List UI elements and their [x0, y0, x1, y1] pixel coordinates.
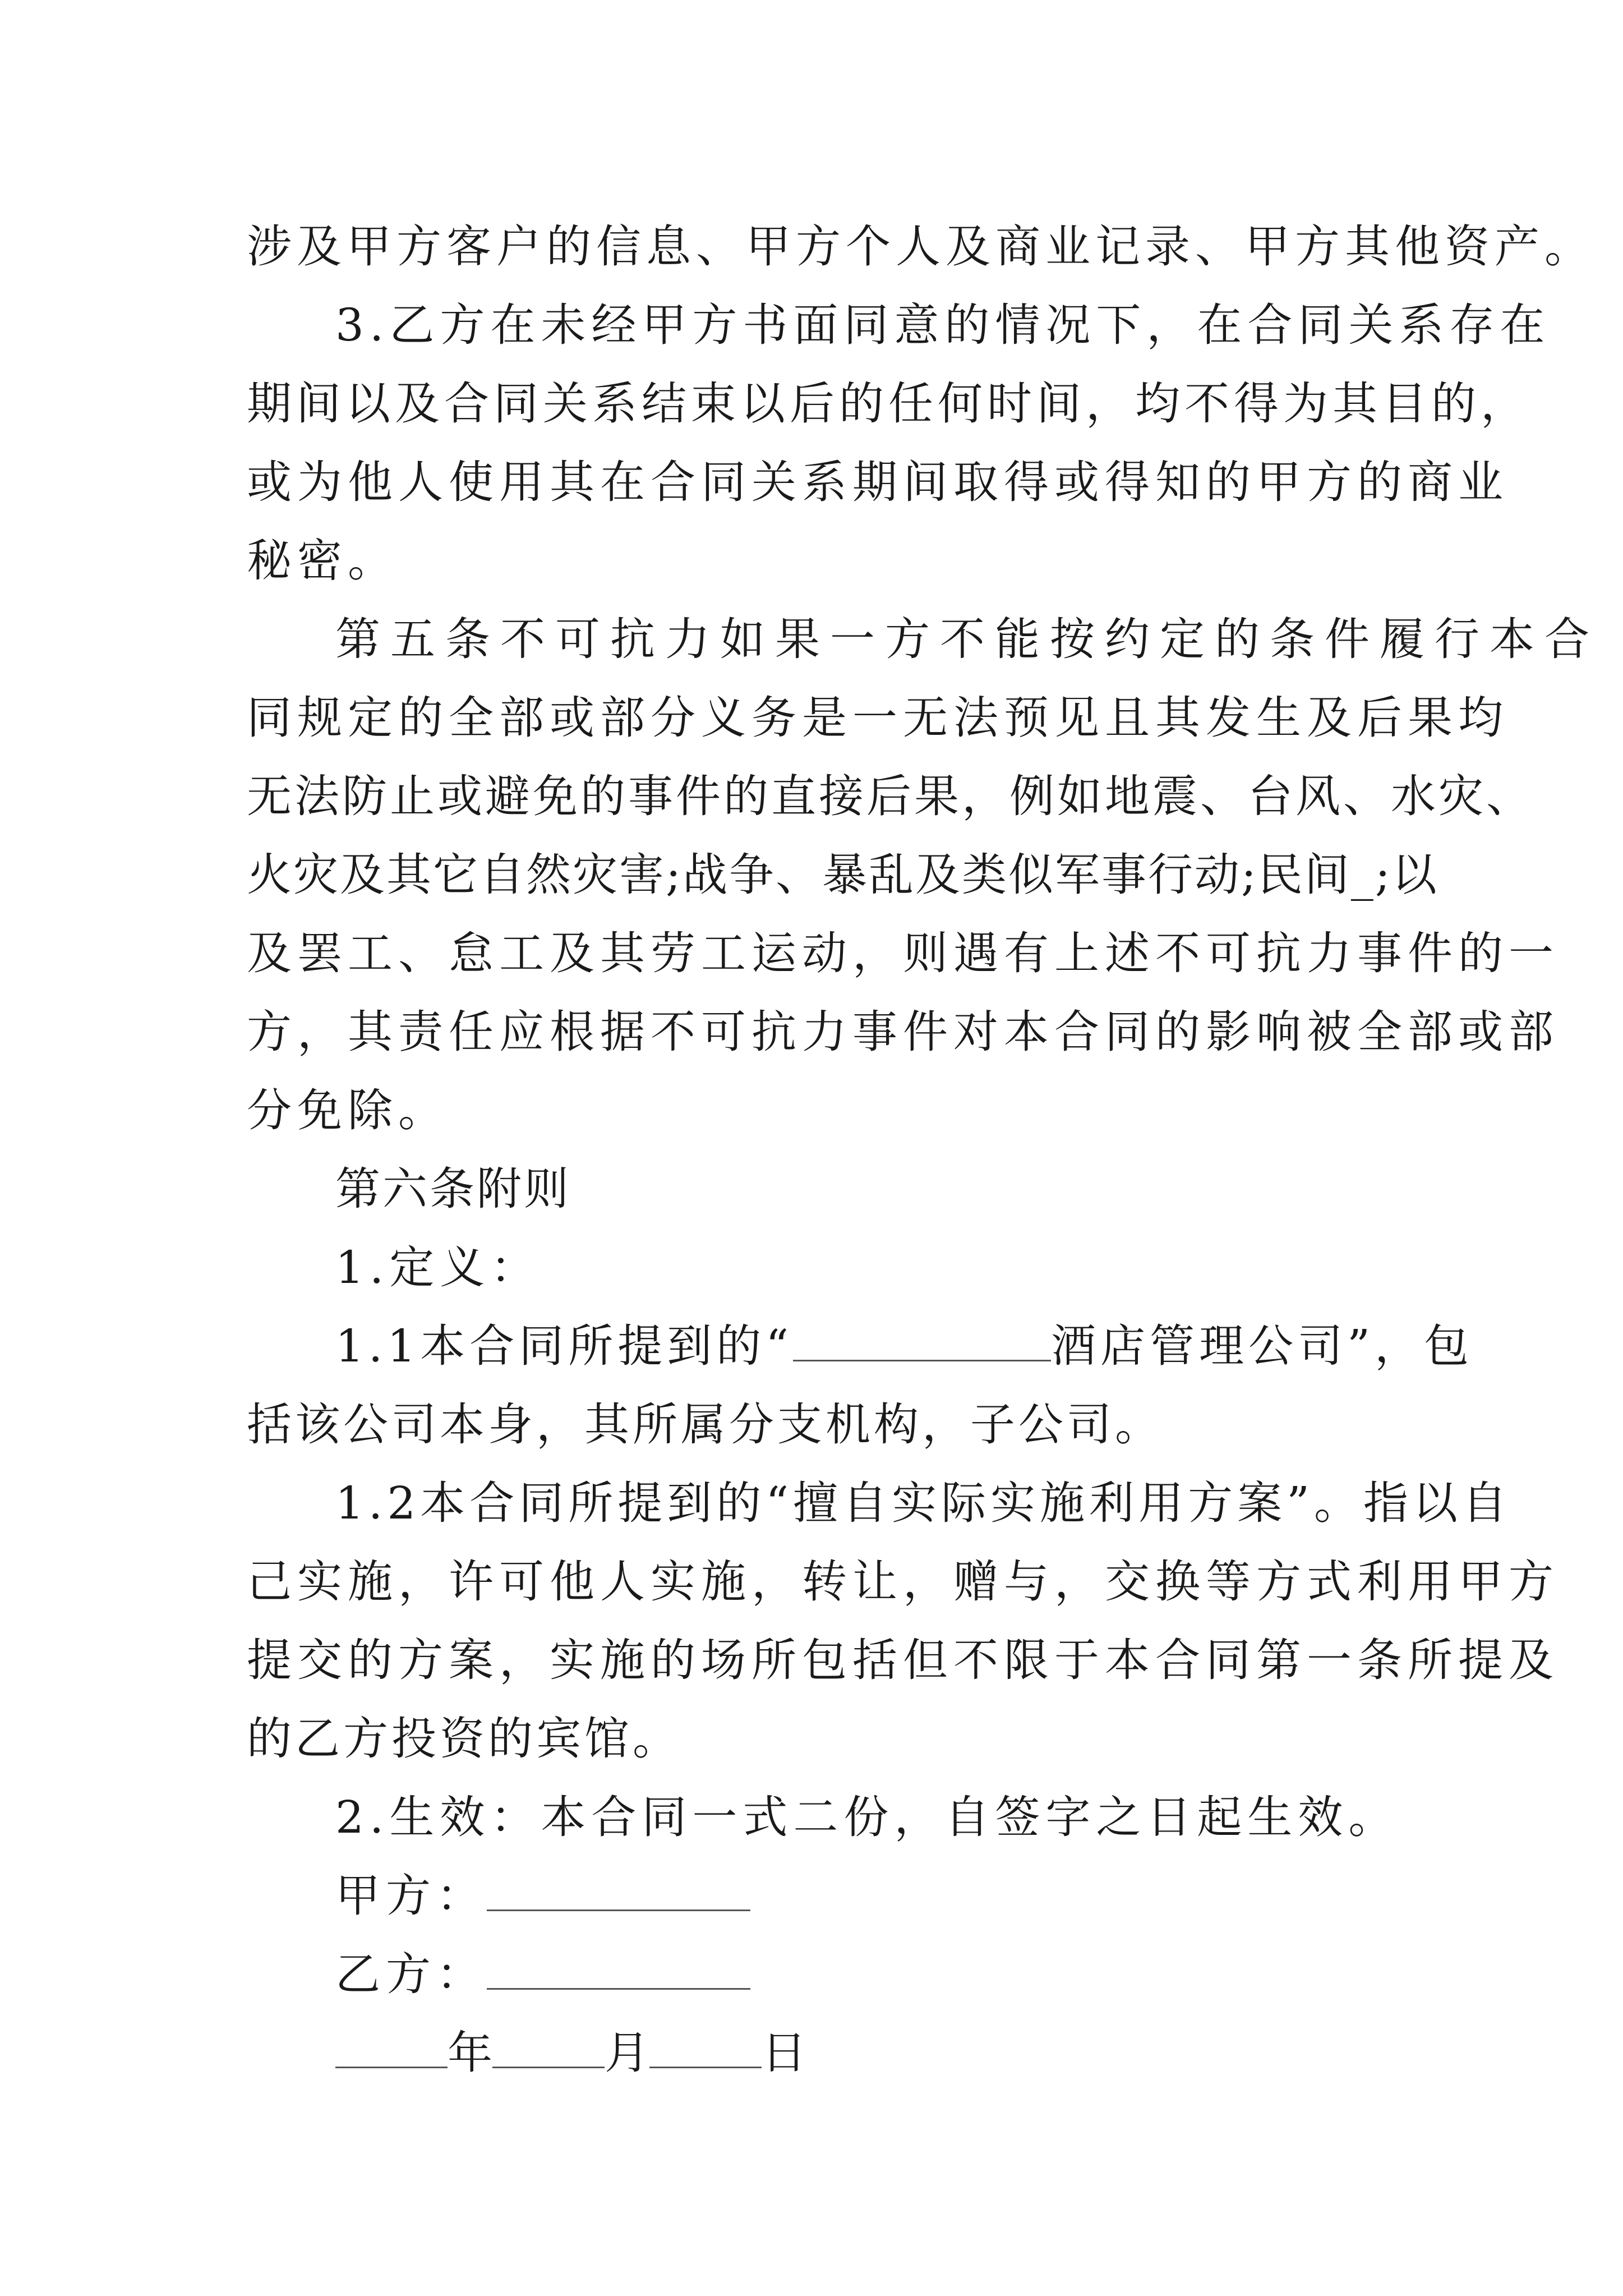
paragraph-line: 1.定义：	[335, 1241, 541, 1294]
day-label: 日	[762, 2027, 806, 2079]
paragraph-line: 第五条不可抗力如果一方不能按约定的条件履行本合	[335, 613, 1599, 665]
paragraph-line: 或为他人使用其在合同关系期间取得或得知的甲方的商业	[247, 456, 1509, 508]
clause-1-1-prefix: 1.1本合同所提到的“	[335, 1320, 794, 1372]
paragraph-line: 方，其责任应根据不可抗力事件对本合同的影响被全部或部	[247, 1006, 1559, 1058]
paragraph-line: 提交的方案，实施的场所包括但不限于本合同第一条所提及	[247, 1634, 1559, 1686]
party-a-label: 甲方：	[335, 1870, 487, 1922]
month-label: 月	[605, 2027, 649, 2079]
paragraph-line: 涉及甲方客户的信息、甲方个人及商业记录、甲方其他资产。	[247, 220, 1594, 273]
signature-date	[335, 2025, 806, 2081]
paragraph-line: 期间以及合同关系结束以后的任何时间，均不得为其目的，	[247, 378, 1530, 430]
party-b-label: 乙方：	[335, 1948, 487, 2000]
blank-field-company-name	[793, 1323, 1051, 1361]
paragraph-line: 3.乙方在未经甲方书面同意的情况下，在合同关系存在	[335, 299, 1551, 351]
year-label: 年	[448, 2027, 492, 2079]
section-heading: 第六条附则	[335, 1163, 571, 1215]
paragraph-line: 的乙方投资的宾馆。	[247, 1713, 681, 1765]
paragraph-line: 火灾及其它自然灾害;战争、暴乱及类似军事行动;民间_;以	[247, 849, 1438, 901]
paragraph-line: 同规定的全部或部分义务是一无法预见且其发生及后果均	[247, 692, 1509, 744]
paragraph-line: 及罢工、怠工及其劳工运动，则遇有上述不可抗力事件的一	[247, 927, 1559, 979]
month-blank	[492, 2030, 605, 2068]
clause-1-1-line	[335, 1318, 1473, 1374]
signature-party-a	[335, 1868, 750, 1924]
paragraph-line: 无法防止或避免的事件的直接后果，例如地震、台风、水灾、	[247, 770, 1534, 822]
paragraph-line: 己实施，许可他人实施，转让，赠与，交换等方式利用甲方	[247, 1556, 1559, 1608]
signature-party-b	[335, 1947, 750, 2003]
party-a-blank	[487, 1872, 750, 1911]
paragraph-line: 括该公司本身，其所属分支机构，子公司。	[247, 1398, 1163, 1451]
day-blank	[649, 2030, 762, 2068]
party-b-blank	[487, 1951, 750, 1990]
clause-1-1-suffix: 酒店管理公司”，包	[1051, 1320, 1474, 1372]
paragraph-line: 秘密。	[247, 535, 398, 587]
year-blank	[335, 2030, 448, 2068]
paragraph-line: 2.生效：本合同一式二份，自签字之日起生效。	[335, 1791, 1399, 1843]
paragraph-line: 1.2本合同所提到的“擅自实际实施利用方案”。指以自	[335, 1477, 1512, 1529]
paragraph-line: 分免除。	[247, 1084, 449, 1137]
